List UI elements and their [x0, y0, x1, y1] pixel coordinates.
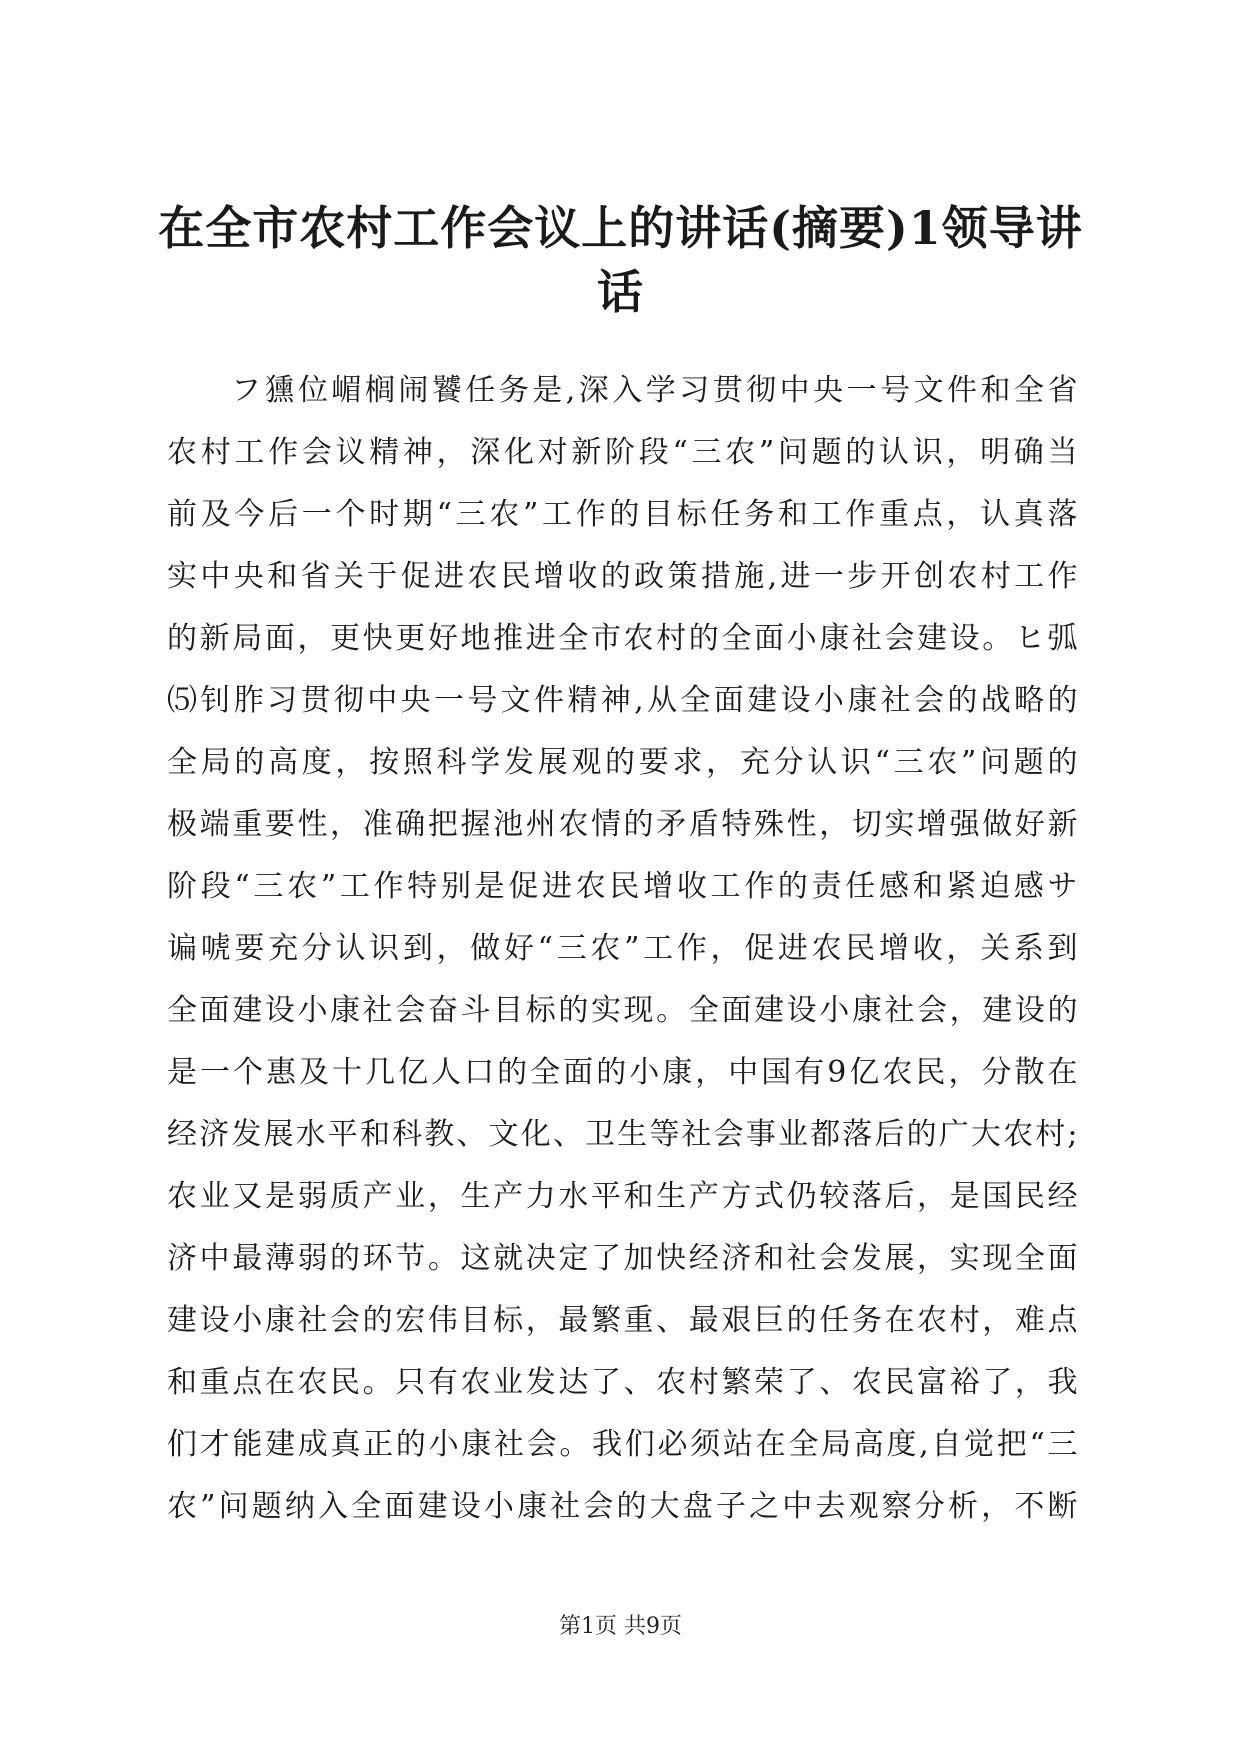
paragraph-line: 全面建设小康社会奋斗目标的实现。全面建设小康社会，建设的: [167, 993, 1079, 1028]
document-title: 在全市农村工作会议上的讲话(摘要)1领导讲话: [158, 201, 1083, 319]
paragraph-line: 阶段“三农”工作特别是促进农民增收工作的责任感和紧迫感サ: [167, 869, 1079, 904]
paragraph-line: 极端重要性，准确把握池州农情的矛盾特殊性，切实增强做好新: [167, 807, 1079, 842]
paragraph-line: 农”问题纳入全面建设小康社会的大盘子之中去观察分析，不断: [167, 1489, 1079, 1524]
paragraph-line: 经济发展水平和科教、文化、卫生等社会事业都落后的广大农村;: [167, 1117, 1079, 1152]
paragraph-line: 前及今后一个时期“三农”工作的目标任务和工作重点，认真落: [167, 497, 1079, 532]
paragraph-line: 和重点在农民。只有农业发达了、农村繁荣了、农民富裕了，我: [167, 1365, 1079, 1400]
paragraph-line: 建设小康社会的宏伟目标，最繁重、最艰巨的任务在农村，难点: [167, 1303, 1079, 1338]
paragraph-line: 的新局面，更快更好地推进全市农村的全面小康社会建设。ヒ弧: [167, 621, 1079, 656]
body-paragraph: [167, 360, 1079, 1538]
paragraph-line: 济中最薄弱的环节。这就决定了加快经济和社会发展，实现全面: [167, 1241, 1079, 1276]
paragraph-line: 农村工作会议精神，深化对新阶段“三农”问题的认识，明确当: [167, 435, 1079, 470]
paragraph-line: 实中央和省关于促进农民增收的政策措施,进一步开创农村工作: [167, 559, 1079, 594]
paragraph-line: 全局的高度，按照科学发展观的要求，充分认识“三农”问题的: [167, 745, 1079, 780]
paragraph-line: 农业又是弱质产业，生产力水平和生产方式仍较落后，是国民经: [167, 1179, 1079, 1214]
paragraph-line: フ獯位嵋榈闹饕任务是,深入学习贯彻中央一号文件和全省: [231, 373, 1079, 408]
paragraph-line: 谝唬要充分认识到，做好“三农”工作，促进农民增收，关系到: [167, 931, 1079, 966]
page-footer: 第1页 共9页: [559, 1614, 682, 1639]
paragraph-line: ⑸钊胙习贯彻中央一号文件精神,从全面建设小康社会的战略的: [167, 683, 1079, 718]
paragraph-line: 是一个惠及十几亿人口的全面的小康，中国有9亿农民，分散在: [167, 1055, 1079, 1090]
paragraph-line: 们才能建成真正的小康社会。我们必须站在全局高度,自觉把“三: [167, 1427, 1079, 1462]
